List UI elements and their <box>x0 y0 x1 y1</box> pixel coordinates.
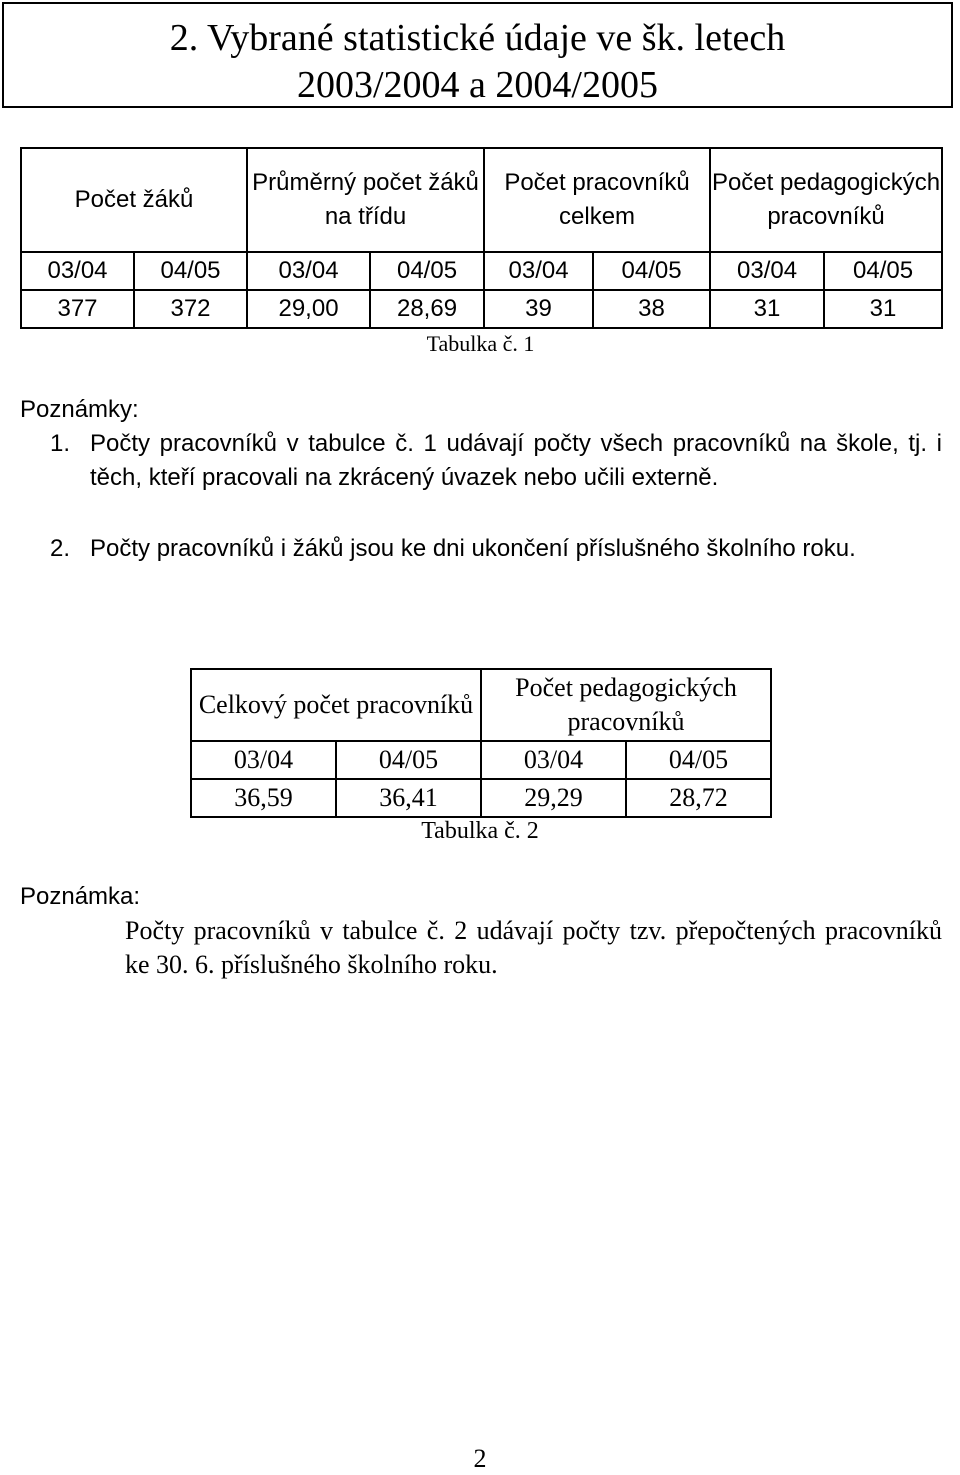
section-title-line-2: 2003/2004 a 2004/2005 <box>297 64 658 106</box>
value-cell: 28,72 <box>626 779 771 817</box>
statistics-table-2 <box>190 668 772 818</box>
value-cell: 38 <box>593 290 710 328</box>
note-number: 1. <box>50 430 71 457</box>
section-title-line-1: 2. Vybrané statistické údaje ve šk. letech <box>169 17 786 59</box>
year-cell: 03/04 <box>21 252 134 290</box>
value-cell: 28,69 <box>370 290 484 328</box>
header-total-staff: Počet pracovníků celkem <box>484 148 710 252</box>
year-cell: 03/04 <box>481 741 626 779</box>
table-1-caption: Tabulka č. 1 <box>426 331 535 356</box>
page-number: 2 <box>473 1444 487 1473</box>
note-text: Počty pracovníků v tabulce č. 1 udávají počty všech pracovníků na škole, tj. i těch, kteří pracovali na zkrácený úvazek nebo učili externě. <box>90 430 942 491</box>
year-cell: 03/04 <box>710 252 824 290</box>
note-heading: Poznámka: <box>20 883 141 910</box>
value-cell: 29,00 <box>247 290 370 328</box>
value-cell: 36,59 <box>191 779 336 817</box>
header-total-staff-count: Celkový počet pracovníků <box>191 669 481 741</box>
note-item-2 <box>50 532 942 566</box>
note-number: 2. <box>50 535 71 562</box>
value-cell: 377 <box>21 290 134 328</box>
value-cell: 31 <box>824 290 942 328</box>
notes-heading: Poznámky: <box>20 396 139 423</box>
value-cell: 31 <box>710 290 824 328</box>
table-2-caption: Tabulka č. 2 <box>421 818 539 844</box>
section-title-box <box>2 2 953 108</box>
value-cell: 29,29 <box>481 779 626 817</box>
year-cell: 03/04 <box>484 252 593 290</box>
year-cell: 04/05 <box>370 252 484 290</box>
year-cell: 04/05 <box>336 741 481 779</box>
year-cell: 03/04 <box>191 741 336 779</box>
year-cell: 04/05 <box>824 252 942 290</box>
year-cell: 04/05 <box>626 741 771 779</box>
value-cell: 36,41 <box>336 779 481 817</box>
note-text: Počty pracovníků i žáků jsou ke dni ukončení příslušného školního roku. <box>90 535 856 562</box>
statistics-table-1 <box>20 147 943 329</box>
year-cell: 03/04 <box>247 252 370 290</box>
header-pupils: Počet žáků <box>21 148 247 252</box>
header-teaching-staff: Počet pedagogických pracovníků <box>710 148 942 252</box>
year-cell: 04/05 <box>593 252 710 290</box>
value-cell: 372 <box>134 290 247 328</box>
year-cell: 04/05 <box>134 252 247 290</box>
note-item-1 <box>50 427 942 495</box>
header-teaching-staff-count: Počet pedagogických pracovníků <box>481 669 771 741</box>
note-text: Počty pracovníků v tabulce č. 2 udávají počty tzv. přepočtených pracovníků ke 30. 6. příslušného školního roku. <box>125 916 942 979</box>
header-avg-pupils-per-class: Průměrný počet žáků na třídu <box>247 148 484 252</box>
value-cell: 39 <box>484 290 593 328</box>
